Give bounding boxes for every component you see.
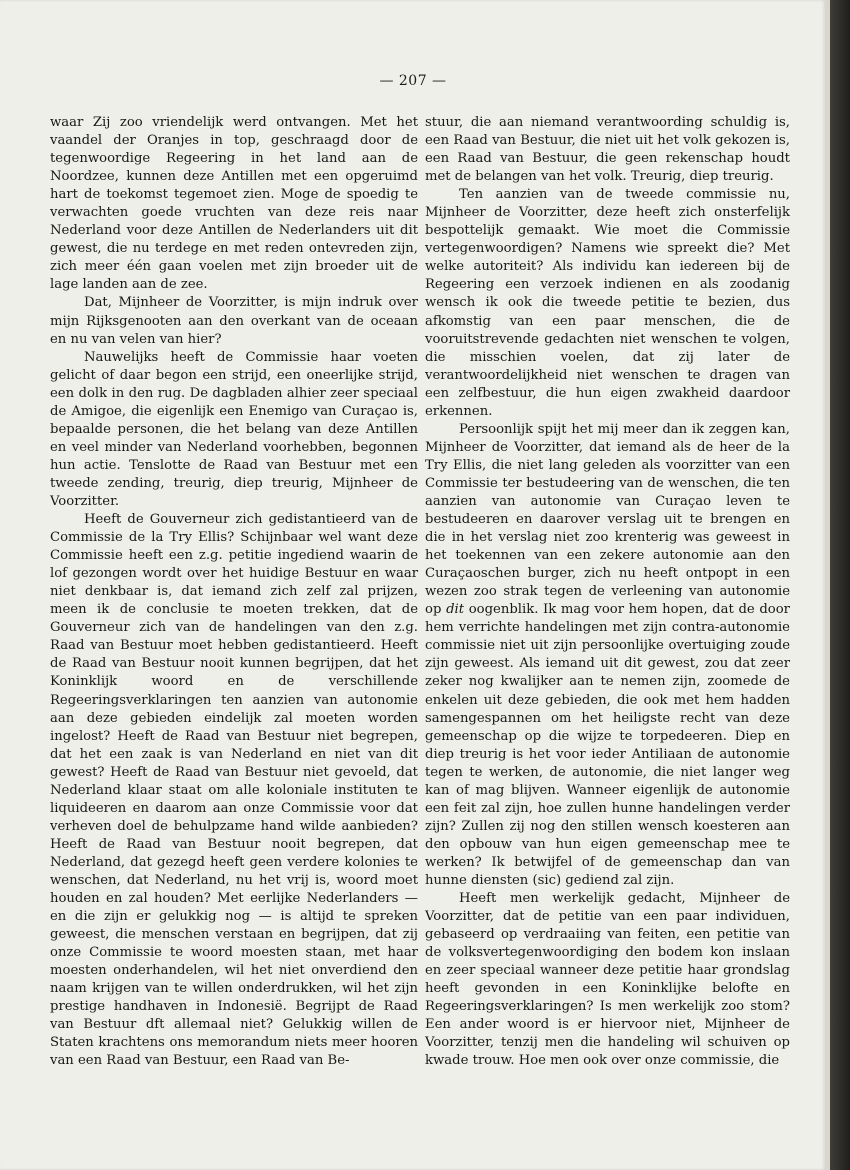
page-number: — 207 — [379, 73, 447, 89]
paragraph-text: oogenblik. Ik mag voor hem hopen, dat de door hem verrichte handelingen met zijn contra-autonomie commissie niet uit zijn persoonlijke overtuiging zoude zijn geweest. Als iemand uit dit gewest, zou dat zeer zeker nog kwalijker aan te nemen zijn, zoomede de enkelen uit deze gebieden, die ook met hem hadden samengespannen om het heiligste recht van deze gemeenschap op die wijze te torpedeeren. Diep en diep treurig is het voor ieder Antiliaan de autonomie tegen te werken, de autonomie, die niet langer weg kan of mag blijven. Wanneer eigenlijk de autonomie een feit zal zijn, hoe zullen hunne handelingen verder zijn? Zullen zij nog den stillen wensch koesteren aan den opbouw van hun eigen gemeenschap mee te werken? Ik betwijfel of de gemeenschap dan van hunne diensten (sic) gediend zal zijn. [425, 602, 790, 888]
scan-border [830, 0, 850, 1170]
paragraph-text: Persoonlijk spijt het mij meer dan ik zeggen kan, Mijnheer de Voorzitter, dat iemand als de heer de la Try Ellis, die niet lang geleden als voorzitter van een Commissie ter bestudeering van de wenschen, die ten aanzien van autonomie van Curaçao leven te bestudeeren en daarover verslag uit te brengen en die in het verslag niet zoo krenterig was geweest in het toekennen van een zekere autonomie aan den Curaçaoschen burger, zich nu heeft ontpopt in een wezen zoo strak tegen de verleening van autonomie op [425, 421, 790, 618]
paragraph: Ten aanzien van de tweede commissie nu, Mijnheer de Voorzitter, deze heeft zich onsterfelijk bespottelijk gemaakt. Wie moet die Commissie vertegenwoordigen? Namens wie spreekt die? Met welke autoriteit? Als individu kan iedereen bij de Regeering een verzoek indienen en als zoodanig wensch ik ook die tweede petitie te bezien, dus afkomstig van een paar menschen, die de vooruitstrevende gedachten niet wenschen te volgen, die misschien voelen, dat zij later de verantwoordelijkheid niet wenschen te dragen van een zelfbestuur, die hun eigen zwakheid daardoor erkennen. [425, 187, 790, 419]
paragraph [425, 421, 790, 890]
emphasized-word: dit [446, 602, 465, 618]
paragraph: Heeft men werkelijk gedacht, Mijnheer de Voorzitter, dat de petitie van een paar individuen, gebaseerd op verdraaiing van feiten, een petitie van de volksvertegenwoordiging den bodem kon inslaan en zeer speciaal wanneer deze petitie haar grondslag heeft gevonden in een Koninklijke belofte en Regeeringsverklaringen? Is men werkelijk zoo stom? Een ander woord is er hiervoor niet, Mijnheer de Voorzitter, tenzij men die handeling wil schuiven op kwade trouw. Hoe men ook over onze commissie, die [425, 891, 790, 1069]
paragraph: Heeft de Gouverneur zich gedistantieerd van de Commissie de la Try Ellis? Schijnbaar wel want deze Commissie heeft een z.g. petitie ingediend waarin de lof gezongen wordt over het huidige Bestuur en waar niet denkbaar is, dat iemand zich zelf zal prijzen, meen ik de conclusie te moeten trekken, dat de Gouverneur zich van de handelingen van den z.g. Raad van Bestuur moet hebben gedistantieerd. Heeft de Raad van Bestuur nooit kunnen begrijpen, dat het Koninklijk woord en de verschillende Regeeringsverklaringen ten aanzien van autonomie aan deze gebieden eindelijk zal moeten worden ingelost? Heeft de Raad van Bestuur niet begrepen, dat het een zaak is van Nederland en niet van dit gewest? Heeft de Raad van Bestuur niet gevoeld, dat Nederland klaar staat om alle koloniale instituten te liquideeren en daarom aan onze Commissie voor dat verheven doel de behulpzame hand wilde aanbieden? Heeft de Raad van Bestuur nooit begrepen, dat Nederland, dat gezegd heeft geen verdere kolonies te wenschen, dat Nederland, nu het vrij is, woord moet houden en zal houden? Met eerlijke Nederlanders — en die zijn er gelukkig nog — is altijd te spreken geweest, die menschen verstaan en begrijpen, dat zij onze Commissie te woord moesten staan, met haar moesten onderhandelen, wil het niet onverdiend den naam krijgen van te willen onderdrukken, wil het zijn prestige handhaven in Indonesië. Begrijpt de Raad van Bestuur dft allemaal niet? Gelukkig willen de Staten krachtens ons memorandum niets meer hooren van een Raad van Bestuur, een Raad van Be- [50, 512, 418, 1069]
right-column [425, 114, 790, 1070]
paragraph: Nauwelijks heeft de Commissie haar voeten gelicht of daar begon een strijd, een oneerlijke strijd, een dolk in den rug. De dagbladen alhier zeer speciaal de Amigoe, die eigenlijk een Enemigo van Curaçao is, bepaalde personen, die het belang van deze Antillen en veel minder van Nederland voorhebben, begonnen hun actie. Tenslotte de Raad van Bestuur met een tweede zending, treurig, diep treurig, Mijnheer de Voorzitter. [50, 349, 418, 509]
paragraph: waar Zij zoo vriendelijk werd ontvangen. Met het vaandel der Oranjes in top, geschraagd door de tegenwoordige Regeering in het land aan de Noordzee, kunnen deze Antillen met een opgeruimd hart de toekomst tegemoet zien. Moge de spoedig te verwachten goede vruchten van deze reis naar Nederland voor deze Antillen de Nederlanders uit dit gewest, die nu terdege en met reden ontevreden zijn, zich meer één gaan voelen met zijn broeder uit de lage landen aan de zee. [50, 115, 418, 293]
paragraph: Dat, Mijnheer de Voorzitter, is mijn indruk over mijn Rijksgenooten aan den overkant van de oceaan en nu van velen van hier? [50, 295, 418, 347]
left-column [50, 114, 418, 1070]
paragraph: stuur, die aan niemand verantwoording schuldig is, een Raad van Bestuur, die niet uit het volk gekozen is, een Raad van Bestuur, die geen rekenschap houdt met de belangen van het volk. Treurig, diep treurig. [425, 115, 790, 185]
